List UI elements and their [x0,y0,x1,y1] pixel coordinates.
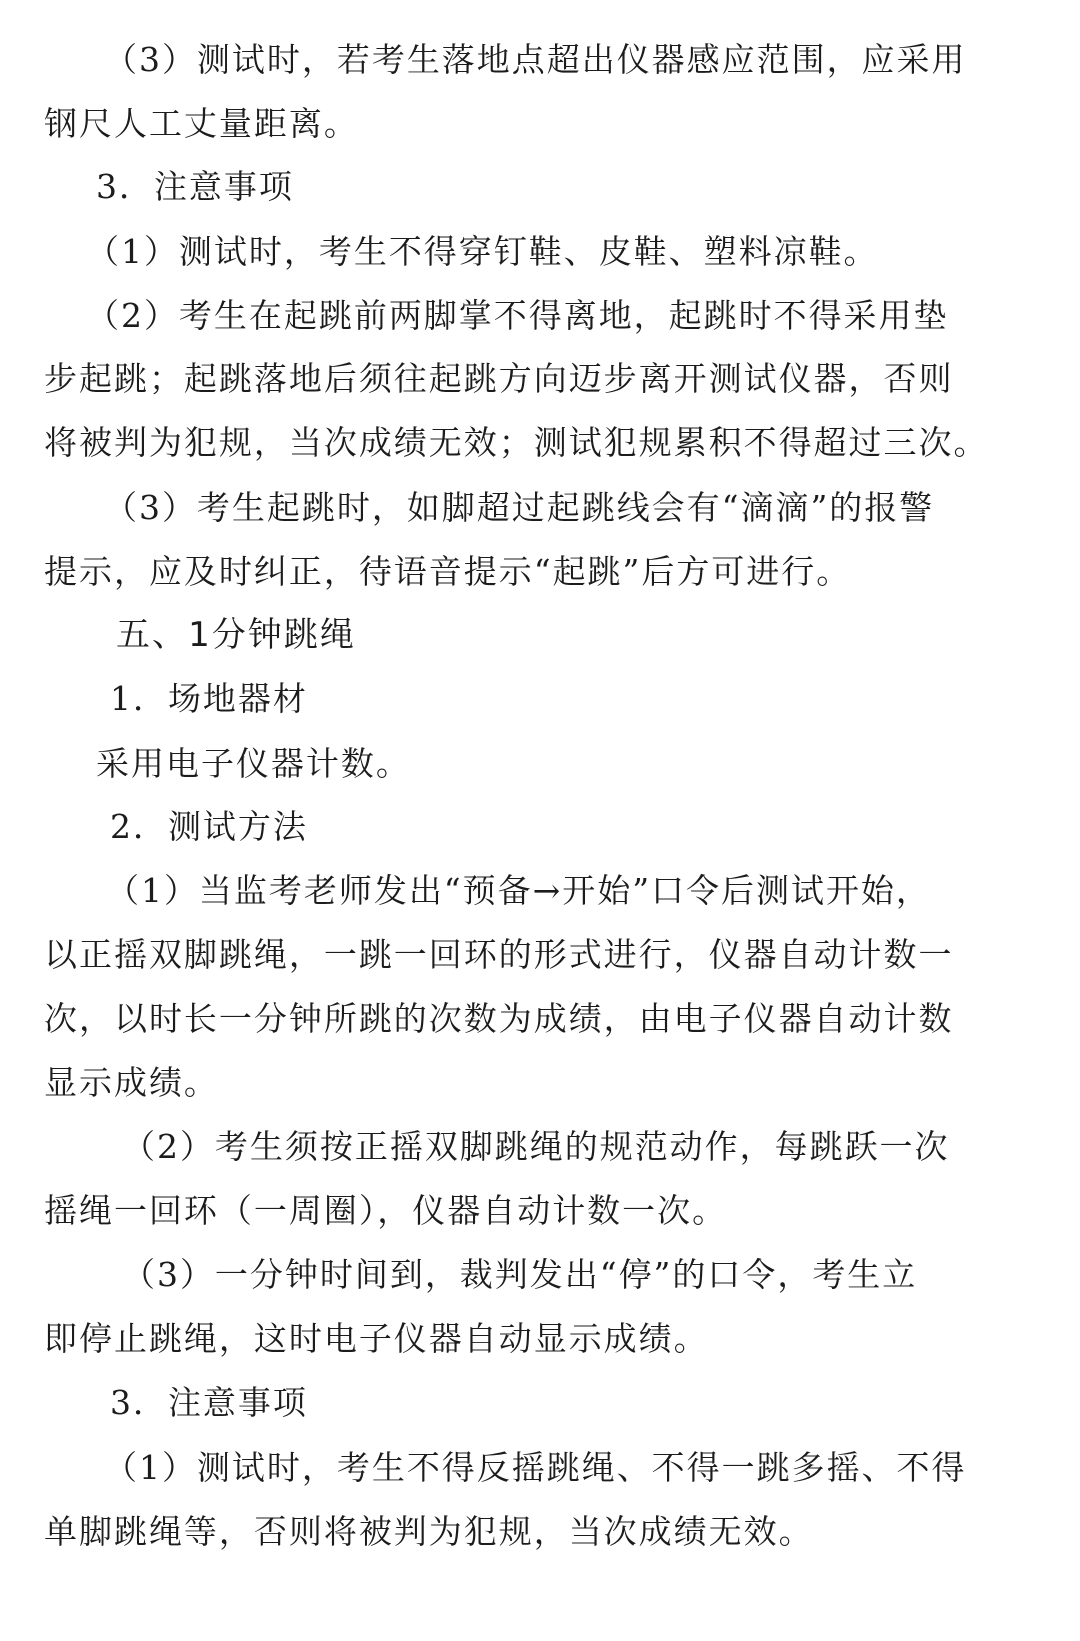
paragraph-line: 采用电子仪器计数。 [96,744,411,783]
paragraph-line: 次，以时长一分钟所跳的次数为成绩，由电子仪器自动计数 [44,999,954,1038]
chapter-heading: 五、1分钟跳绳 [116,615,356,655]
section-heading: 1．场地器材 [110,679,308,718]
paragraph-line: （3）考生起跳时，如脚超过起跳线会有“滴滴”的报警 [104,488,935,527]
paragraph-line: 摇绳一回环（一周圈），仪器自动计数一次。 [44,1191,728,1230]
paragraph-line: （1）测试时，考生不得反摇跳绳、不得一跳多摇、不得 [104,1448,967,1487]
paragraph-line: 步起跳；起跳落地后须往起跳方向迈步离开测试仪器，否则 [44,359,954,398]
paragraph-line: （1）测试时，考生不得穿钉鞋、皮鞋、塑料凉鞋。 [86,232,879,271]
section-heading: 3．注意事项 [96,167,294,206]
paragraph-line: （2）考生须按正摇双脚跳绳的规范动作，每跳跃一次 [122,1127,950,1166]
paragraph-line: （3）一分钟时间到，裁判发出“停”的口令，考生立 [122,1255,918,1294]
paragraph-line: 将被判为犯规，当次成绩无效；测试犯规累积不得超过三次。 [44,423,989,462]
section-heading: 3．注意事项 [110,1383,308,1422]
paragraph-line: 提示，应及时纠正，待语音提示“起跳”后方可进行。 [44,552,852,591]
paragraph-line: 单脚跳绳等，否则将被判为犯规，当次成绩无效。 [44,1512,814,1551]
paragraph-line: （2）考生在起跳前两脚掌不得离地，起跳时不得采用垫 [86,296,949,335]
paragraph-line: 显示成绩。 [44,1063,219,1102]
paragraph-line: 以正摇双脚跳绳，一跳一回环的形式进行，仪器自动计数一 [44,935,954,974]
paragraph-line: （1）当监考老师发出“预备→开始”口令后测试开始， [106,871,931,910]
paragraph-line: 即停止跳绳，这时电子仪器自动显示成绩。 [44,1319,709,1358]
section-heading: 2．测试方法 [110,807,308,846]
paragraph-line: 钢尺人工丈量距离。 [44,104,359,143]
paragraph-line: （3）测试时，若考生落地点超出仪器感应范围，应采用 [104,40,967,79]
